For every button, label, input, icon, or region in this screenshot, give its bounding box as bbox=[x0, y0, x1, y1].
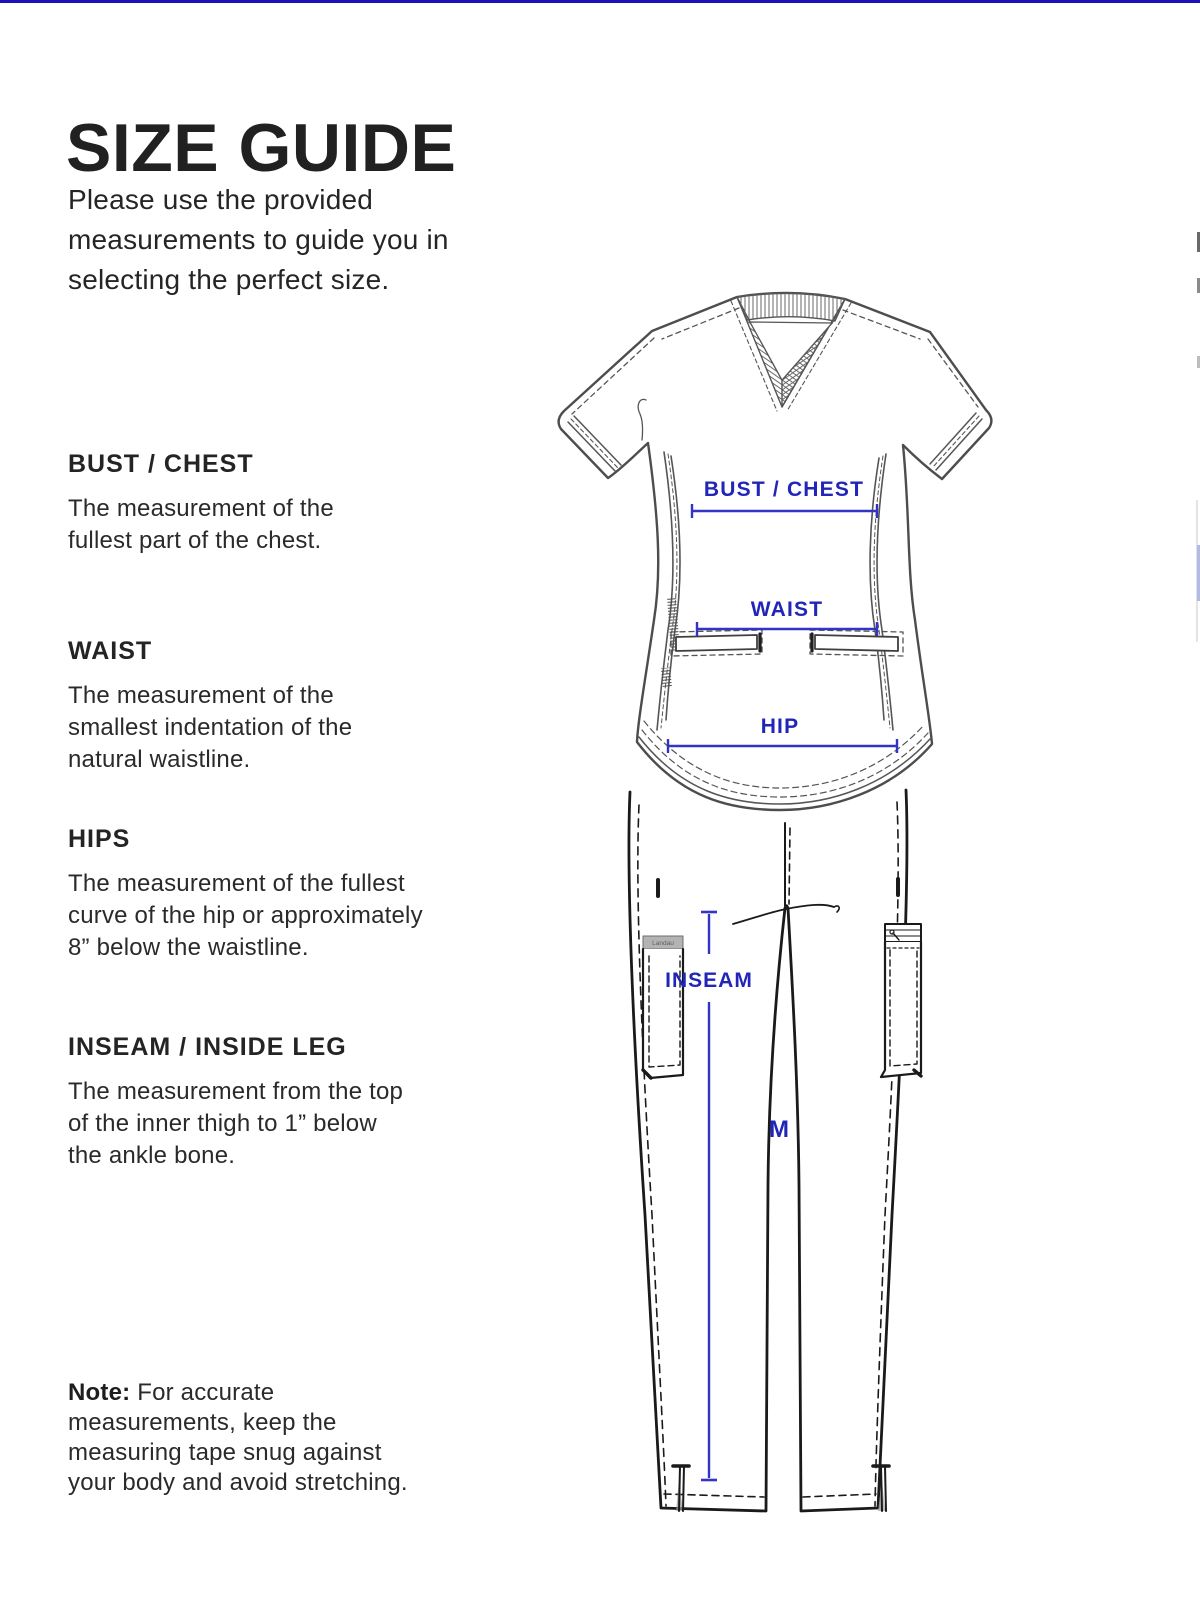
note-line bbox=[68, 1378, 528, 1408]
brand-tag-label: Landau bbox=[652, 940, 674, 947]
body-line: The measurement of the bbox=[68, 682, 334, 709]
body-line: the ankle bone. bbox=[68, 1142, 236, 1169]
body-line: of the inner thigh to 1” below bbox=[68, 1110, 377, 1137]
section-inseam bbox=[68, 1033, 508, 1172]
diagram-label-waist: WAIST bbox=[750, 598, 824, 621]
section-waist bbox=[68, 637, 508, 776]
intro-line: selecting the perfect size. bbox=[68, 264, 390, 295]
diagram-label-inseam: INSEAM bbox=[665, 969, 753, 992]
diagram-label-hip: HIP bbox=[760, 715, 800, 738]
note-line: measurements, keep the bbox=[68, 1409, 337, 1436]
body-line: smallest indentation of the bbox=[68, 714, 353, 741]
body-line: natural waistline. bbox=[68, 746, 251, 773]
diagram-label-bust: BUST / CHEST bbox=[703, 478, 865, 501]
section-body bbox=[68, 680, 508, 776]
body-line: 8” below the waistline. bbox=[68, 934, 309, 961]
scrubs-size-diagram bbox=[540, 280, 1010, 1530]
note-line: measuring tape snug against bbox=[68, 1439, 382, 1466]
section-heading: WAIST bbox=[68, 637, 153, 665]
note-label: Note: bbox=[68, 1379, 131, 1406]
page-title: SIZE GUIDE bbox=[66, 109, 457, 186]
top-accent-line bbox=[0, 0, 1200, 3]
section-heading: HIPS bbox=[68, 825, 131, 853]
intro-line: Please use the provided bbox=[68, 184, 374, 215]
section-heading: BUST / CHEST bbox=[68, 450, 254, 478]
section-body bbox=[68, 493, 508, 557]
section-heading: INSEAM / INSIDE LEG bbox=[68, 1033, 347, 1061]
section-body bbox=[68, 868, 508, 964]
body-line: fullest part of the chest. bbox=[68, 527, 322, 554]
intro-line: measurements to guide you in bbox=[68, 224, 449, 255]
intro-text bbox=[68, 180, 568, 300]
section-bust-chest bbox=[68, 450, 508, 557]
body-line: curve of the hip or approximately bbox=[68, 902, 423, 929]
right-cargo-pocket bbox=[881, 924, 921, 1077]
section-hips bbox=[68, 825, 508, 964]
note-text bbox=[68, 1378, 528, 1498]
diagram-size-marker: M bbox=[769, 1116, 789, 1143]
note-line: your body and avoid stretching. bbox=[68, 1469, 408, 1496]
left-cargo-pocket bbox=[643, 936, 683, 1078]
body-line: The measurement of the bbox=[68, 495, 334, 522]
section-body bbox=[68, 1076, 508, 1172]
body-line: The measurement of the fullest bbox=[68, 870, 405, 897]
body-line: The measurement from the top bbox=[68, 1078, 404, 1105]
note-line-text: For accurate bbox=[137, 1379, 275, 1406]
scrubs-diagram-svg bbox=[540, 280, 1010, 1530]
